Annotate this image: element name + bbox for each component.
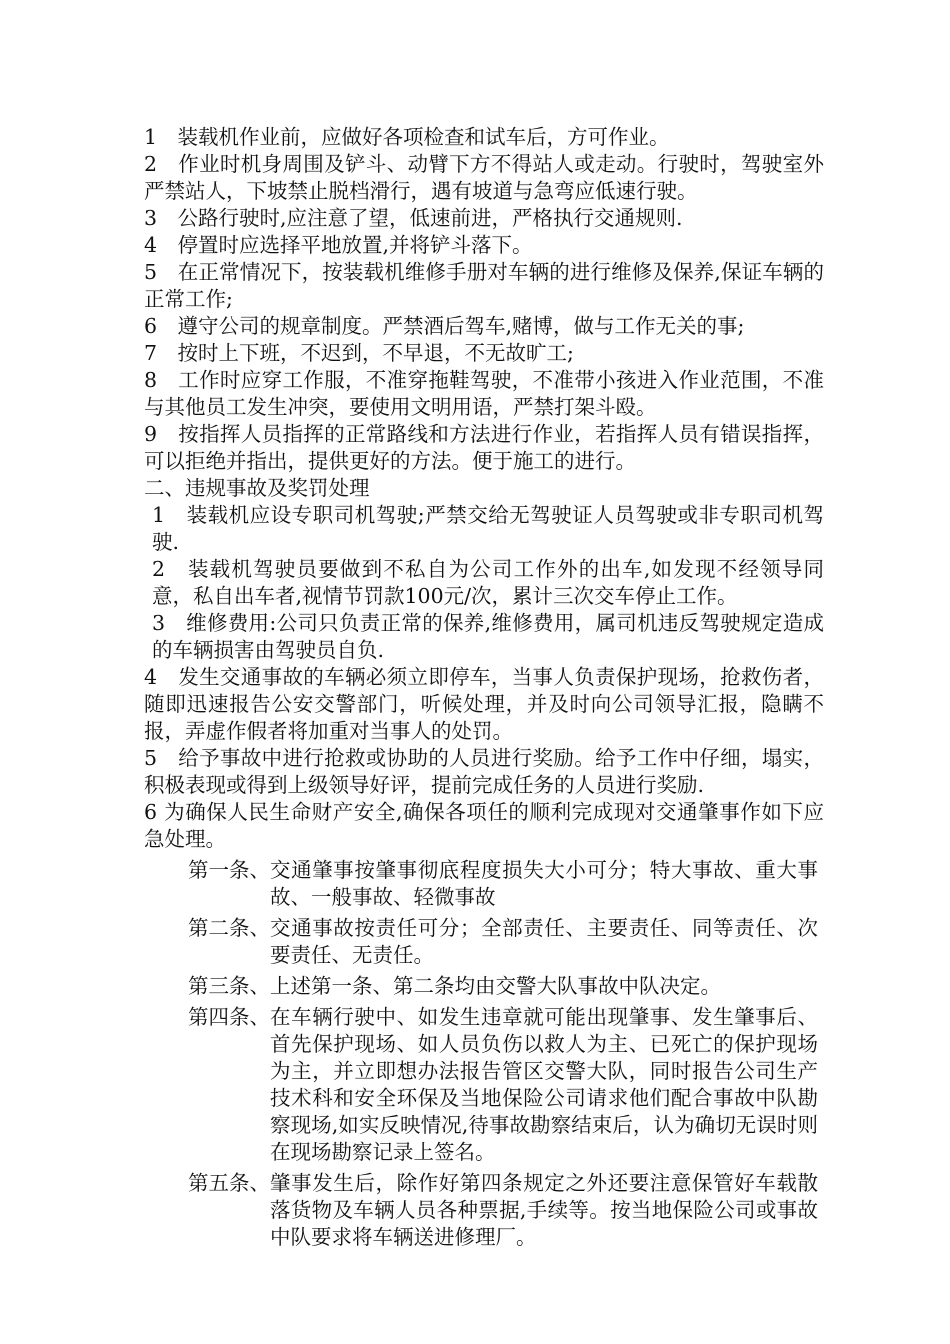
article-5 [188,1170,824,1251]
article-2 [188,915,824,969]
article-1 [188,857,824,911]
article-text: 交通事故按责任可分；全部责任、主要责任、同等责任、次要责任、无责任。 [270,916,818,967]
document-body [144,124,824,1251]
rule-item-8: 8 工作时应穿工作服，不准穿拖鞋驾驶，不准带小孩进入作业范围，不准与其他员工发生冲突，要使用文明用语，严禁打架斗殴。 [144,368,824,419]
rule-item-4: 4 停置时应选择平地放置,并将铲斗落下。 [144,233,533,257]
penalty-item-2: 2 装载机驾驶员要做到不私自为公司工作外的出车,如发现不经领导同意，私自出车者,视情节罚款100元/次，累计三次交车停止工作。 [152,557,824,608]
rule-item-2: 2 作业时机身周围及铲斗、动臂下方不得站人或走动。行驶时，驾驶室外严禁站人，下坡禁止脱档滑行，遇有坡道与急弯应低速行驶。 [144,152,824,203]
section-heading: 二、违规事故及奖罚处理 [144,476,370,500]
rule-item-3: 3 公路行驶时,应注意了望，低速前进，严格执行交通规则. [144,206,683,230]
article-text: 上述第一条、第二条均由交警大队事故中队决定。 [270,974,721,998]
penalty-item-4: 4 发生交通事故的车辆必须立即停车，当事人负责保护现场，抢救伤者，随即迅速报告公安交警部门，听候处理，并及时向公司领导汇报，隐瞒不报，弄虚作假者将加重对当事人的处罚。 [144,665,824,743]
article-label: 第五条、 [188,1171,270,1195]
article-label: 第四条、 [188,1005,270,1029]
article-label: 第二条、 [188,916,270,940]
penalty-item-5: 5 给予事故中进行抢救或协助的人员进行奖励。给予工作中仔细，塌实，积极表现或得到上级领导好评，提前完成任务的人员进行奖励. [144,746,824,797]
rule-item-5: 5 在正常情况下，按装载机维修手册对车辆的进行维修及保养,保证车辆的正常工作; [144,260,824,311]
rule-item-7: 7 按时上下班，不迟到，不早退，不无故旷工; [144,341,574,365]
penalty-item-3: 3 维修费用:公司只负责正常的保养,维修费用，属司机违反驾驶规定造成的车辆损害由驾驶员自负. [152,611,824,662]
article-label: 第三条、 [188,974,270,998]
rule-item-6: 6 遵守公司的规章制度。严禁酒后驾车,赌博，做与工作无关的事; [144,314,745,338]
penalty-item-1: 1 装载机应设专职司机驾驶;严禁交给无驾驶证人员驾驶或非专职司机驾驶. [152,503,824,554]
rule-item-9: 9 按指挥人员指挥的正常路线和方法进行作业，若指挥人员有错误指挥，可以拒绝并指出，提供更好的方法。便于施工的进行。 [144,422,824,473]
article-3 [188,973,824,1000]
rule-item-1: 1 装载机作业前，应做好各项检查和试车后，方可作业。 [144,125,670,149]
article-text: 在车辆行驶中、如发生违章就可能出现肇事、发生肇事后、首先保护现场、如人员负伤以救人为主、已死亡的保护现场为主，并立即想办法报告管区交警大队，同时报告公司生产技术科和安全环保及当地保险公司请求他们配合事故中队勘察现场,如实反映情况,待事故勘察结束后，认为确切无误时则在现场勘察记录上签名。 [270,1005,818,1164]
article-4 [188,1004,824,1166]
penalty-item-6: 6 为确保人民生命财产安全,确保各项任的顺利完成现对交通肇事作如下应急处理。 [144,800,824,851]
article-text: 交通肇事按肇事彻底程度损失大小可分；特大事故、重大事故、一般事故、轻微事故 [270,858,818,909]
article-label: 第一条、 [188,858,270,882]
article-text: 肇事发生后，除作好第四条规定之外还要注意保管好车载散落货物及车辆人员各种票据,手续等。按当地保险公司或事故中队要求将车辆送进修理厂。 [270,1171,818,1249]
